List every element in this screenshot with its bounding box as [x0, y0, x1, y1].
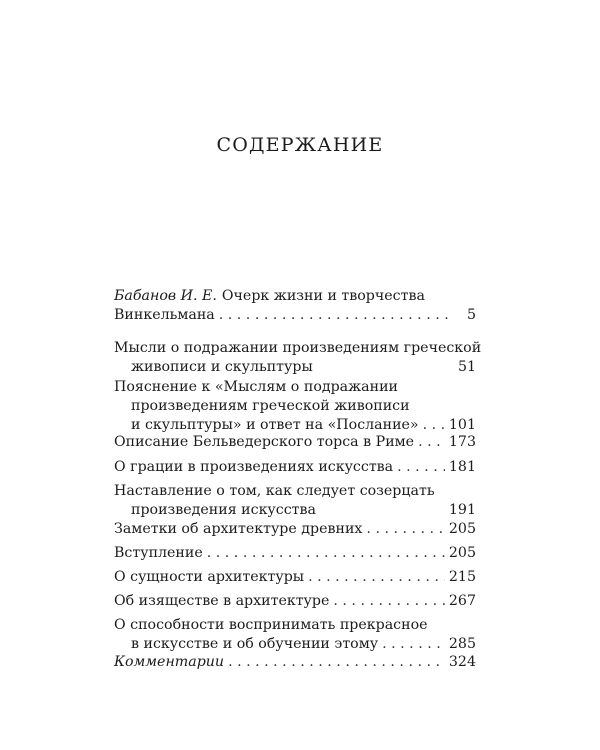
- toc-entry-title: Мысли о подражании произведениям греческой: [114, 340, 482, 356]
- toc-entry-title: О сущности архитектуры: [114, 569, 305, 585]
- toc-page-number: 173: [448, 434, 476, 450]
- toc-entry-title: живописи и скульптуры: [131, 359, 313, 375]
- toc-line: [114, 306, 476, 325]
- toc-entry-title: Наставление о том, как следует созерцать: [114, 483, 435, 499]
- toc-page-number: 51: [457, 359, 476, 375]
- toc-entry-title: Об изяществе в архитектуре: [114, 593, 330, 609]
- toc-page-number: 5: [466, 307, 476, 323]
- toc-page-number: 205: [448, 545, 476, 561]
- toc-line: [114, 482, 476, 501]
- toc-entry-title: Очерк жизни и творчества: [221, 288, 425, 304]
- toc-line: [114, 287, 476, 306]
- dot-leader: [397, 458, 445, 477]
- toc-line: [114, 458, 476, 477]
- toc-entry-zametki[interactable]: [114, 520, 476, 539]
- page-title: СОДЕРЖАНИЕ: [216, 134, 384, 156]
- toc-line: [114, 520, 476, 539]
- toc-line: [114, 397, 476, 416]
- toc-entry-tors[interactable]: [114, 433, 476, 452]
- toc-entry-title: О способности воспринимать прекрасное: [114, 617, 428, 633]
- dot-leader: [228, 653, 445, 672]
- dot-leader: [308, 568, 445, 587]
- dot-leader: [333, 592, 445, 611]
- toc-line: [114, 358, 476, 377]
- toc-entry-title: Винкельмана: [114, 307, 215, 323]
- toc-entry-title: О грации в произведениях искусства: [114, 459, 394, 475]
- toc-page-number: 101: [448, 417, 476, 433]
- toc-entry-kommentarii[interactable]: [114, 653, 476, 672]
- toc-entry-nastavlenie[interactable]: [114, 482, 476, 520]
- toc-entry-gracia[interactable]: [114, 458, 476, 477]
- toc-line: [114, 653, 476, 672]
- toc-entry-sposobnost[interactable]: [114, 616, 476, 654]
- toc-entry-title: произведения искусства: [131, 502, 316, 518]
- toc-entry-izyashchestvo[interactable]: [114, 592, 476, 611]
- toc-page-number: 205: [448, 521, 476, 537]
- toc-entry-title: Вступление: [114, 545, 203, 561]
- toc-page-number: 324: [448, 654, 476, 670]
- dot-leader: [207, 544, 445, 563]
- toc-entry-sushchnost[interactable]: [114, 568, 476, 587]
- toc-page-number: 191: [448, 502, 476, 518]
- dot-leader: [382, 635, 445, 654]
- toc-entry-vstuplenie[interactable]: [114, 544, 476, 563]
- toc-line: [114, 501, 476, 520]
- toc-entry-title: Пояснение к «Мыслям о подражании: [114, 379, 399, 395]
- toc-line: [114, 568, 476, 587]
- toc-entry-title: Комментарии: [114, 654, 225, 670]
- toc-line: [114, 592, 476, 611]
- toc-line: [114, 544, 476, 563]
- toc-line: [114, 616, 476, 635]
- toc-line: [114, 339, 482, 358]
- toc-entry-title: в искусстве и об обучении этому: [131, 636, 379, 652]
- toc-entry-title: Описание Бельведерского торса в Риме: [114, 434, 415, 450]
- dot-leader: [366, 520, 444, 539]
- toc-line: [114, 433, 476, 452]
- toc-page-number: 267: [448, 593, 476, 609]
- toc-page-number: 181: [448, 459, 476, 475]
- toc-line: [114, 635, 476, 654]
- toc-entry-babanov[interactable]: [114, 287, 476, 325]
- toc-entry-title: произведениям греческой живописи: [131, 398, 410, 414]
- dot-leader: [219, 306, 448, 325]
- toc-entry-title: и скульптуры» и ответ на «Послание»: [131, 417, 419, 433]
- toc-entry-mysli[interactable]: [114, 339, 482, 377]
- toc-page-number: 215: [448, 569, 476, 585]
- toc-entry-poyasnenie[interactable]: [114, 378, 476, 435]
- toc-line: [114, 378, 476, 397]
- toc-page-number: 285: [448, 636, 476, 652]
- dot-leader: [418, 433, 445, 452]
- toc-entry-title: Заметки об архитектуре древних: [114, 521, 363, 537]
- toc-entry-author: Бабанов И. Е.: [114, 288, 217, 304]
